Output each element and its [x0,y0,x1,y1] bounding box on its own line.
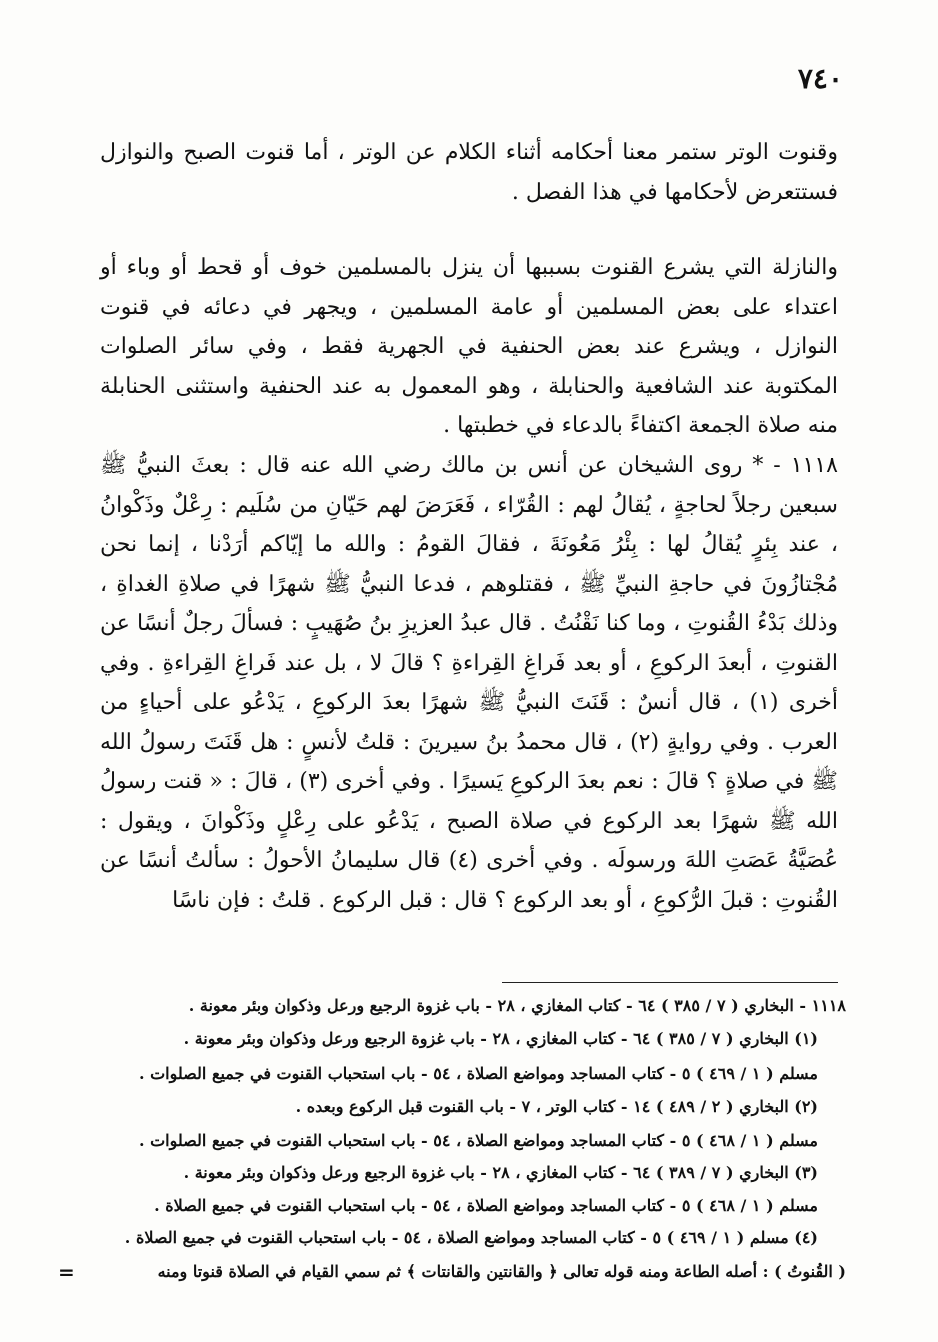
footnote-1: (١) البخاري ( ٧ / ٣٨٥ ) ٦٤ - كتاب المغازي ، ٢٨ - باب غزوة الرجيع ورعل وذكوان وبئر معونة . [183,1029,818,1048]
footnote-2: (٢) البخاري ( ٢ / ٤٨٩ ) ١٤ - كتاب الوتر ، ٧ - باب القنوت قبل الركوع وبعده . [295,1097,818,1116]
page-number: ٧٤٠ [797,62,843,95]
footnote-1118: ١١١٨ - البخاري ( ٧ / ٣٨٥ ) ٦٤ - كتاب المغازي ، ٢٨ - باب غزوة الرجيع ورعل وذكوان وبئر معونة . [188,996,846,1015]
continuation-mark: = [58,1260,75,1284]
paragraph-hadith-1118: ١١١٨ - * روى الشيخان عن أنس بن مالك رضي الله عنه قال : بعثَ النبيُّ ﷺ سبعين رجلاً لحاجةٍ ، يُقالُ لهم : القُرّاء ، فَعَرَضَ لهم حَيّانِ من سُلَيم : رِعْلٌ وذَكْوانُ ، عند بِئرٍ يُقالُ لها : بِئْرُ مَعُونَةَ ، فقالَ القومُ : والله ما إيّاكم أرَدْنا ، إنما نحن مُجْتازُونَ في حاجةِ النبيِّ ﷺ ، فقتلوهم ، فدعا النبيُّ ﷺ شهرًا في صلاةِ الغداةِ ، وذلك بَدْءُ القُنوتِ ، وما كنا نَقْنُتُ . قال عبدُ العزيزِ بنُ صُهَيبٍ : فسألَ رجلٌ أنسًا عن القنوتِ ، أبعدَ الركوعِ ، أو بعد فَراغِ القِراءةِ ؟ قالَ لا ، بل عند فَراغِ القِراءةِ . وفي أخرى (١) ، قال أنسٌ : قَنَتَ النبيُّ ﷺ شهرًا بعدَ الركوعِ ، يَدْعُو على أحياءٍ من العرب . وفي روايةٍ (٢) ، قال محمدُ بنُ سيرينَ : قلتُ لأنسٍ : هل قَنَتَ رسولُ الله ﷺ في صلاةٍ ؟ قالَ : نعم بعدَ الركوعِ يَسيرًا . وفي أخرى (٣) ، قالَ : « قنت رسولُ الله ﷺ شهرًا بعد الركوع في صلاة الصبح ، يَدْعُو على رِعْلٍ وذَكْوانَ ، ويقول : عُصَيَّةُ عَصَتِ اللهَ ورسولَه . وفي أخرى (٤) قال سليمانُ الأحولُ : سألتُ أنسًا عن القُنوتِ : قبلَ الرُّكوعِ ، أو بعد الركوع ؟ قال : قبل الركوع . قلتُ : فإن ناسًا [100,453,838,913]
footnote-3-muslim: مسلم ( ١ / ٤٦٨ ) ٥ - كتاب المساجد ومواضع الصلاة ، ٥٤ - باب استحباب القنوت في جميع الصلاة . [154,1196,818,1215]
paragraph-nazila: والنازلة التي يشرع القنوت بسببها أن ينزل بالمسلمين خوف أو قحط أو وباء أو اعتداء على بعض المسلمين أو عامة المسلمين ، ويجهر في دعائه في قنوت النوازل ، ويشرع عند بعض الحنفية في الجهرية فقط ، وفي سائر الصلوات المكتوبة عند الشافعية والحنابلة ، وهو المعمول به عند الحنفية واستثنى الحنابلة منه صلاة الجمعة اكتفاءً بالدعاء في خطبتها . [100,255,838,438]
footnote-4: (٤) مسلم ( ١ / ٤٦٩ ) ٥ - كتاب المساجد ومواضع الصلاة ، ٥٤ - باب استحباب القنوت في جميع الصلاة . [124,1228,818,1247]
paragraph-intro: وقنوت الوتر ستمر معنا أحكامه أثناء الكلام عن الوتر ، أما قنوت الصبح والنوازل فستتعرض لأحكامها في هذا الفصل . [100,140,838,205]
footnote-3: (٣) البخاري ( ٧ / ٣٨٩ ) ٦٤ - كتاب المغازي ، ٢٨ - باب غزوة الرجيع ورعل وذكوان وبئر معونة . [183,1163,818,1182]
footnote-2-muslim: مسلم ( ١ / ٤٦٨ ) ٥ - كتاب المساجد ومواضع الصلاة ، ٥٤ - باب استحباب القنوت في جميع الصلوات . [138,1131,818,1150]
footnote-separator [502,982,838,983]
footnote-1-muslim: مسلم ( ١ / ٤٦٩ ) ٥ - كتاب المساجد ومواضع الصلاة ، ٥٤ - باب استحباب القنوت في جميع الصلوات . [138,1064,818,1083]
footnote-qunut-definition: ( القُنوتُ ) : أصله الطاعة ومنه قوله تعالى ﴿ والقانتين والقانتات ﴾ ثم سمي القيام في الصلاة قنوتا ومنه [157,1262,846,1281]
